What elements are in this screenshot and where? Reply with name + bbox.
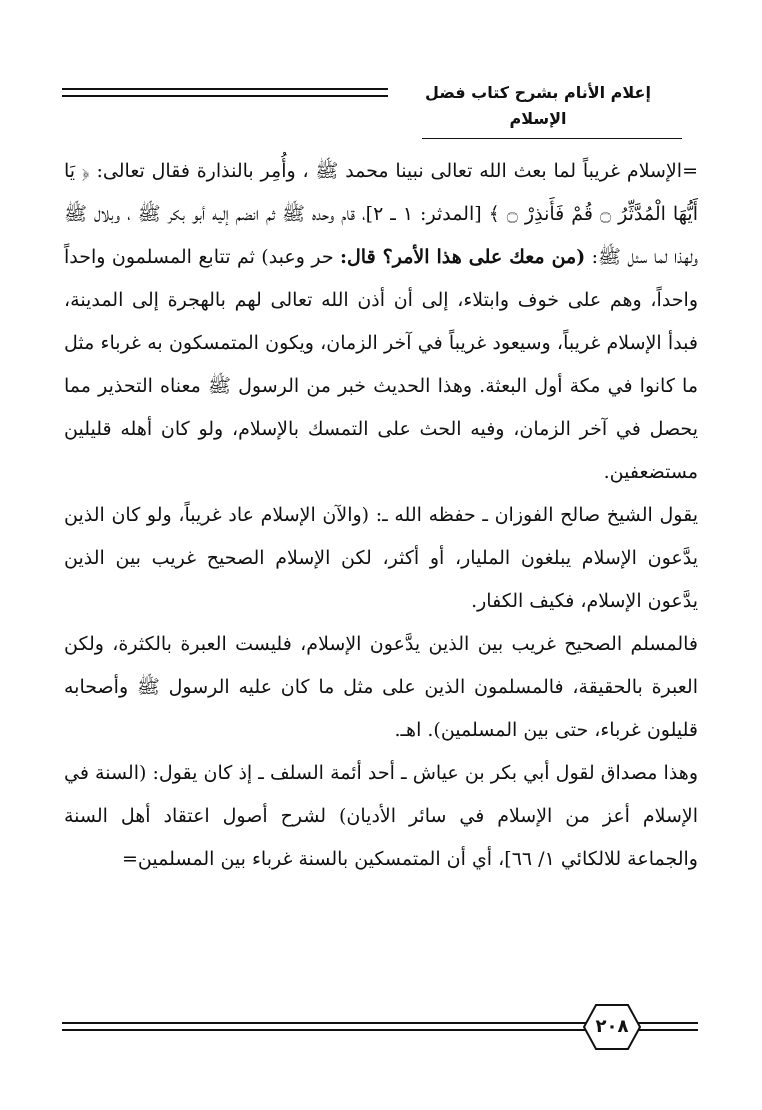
body-text bbox=[64, 150, 698, 881]
paragraph-3-text: فالمسلم الصحيح غريب بين الذين يدَّعون الإسلام، فليست العبرة بالكثرة، ولكن العبرة بالحقيقة، فالمسلمون الذين على مثل ما كان عليه الرسول ﷺ وأصحابه قليلون غرباء، حتى بين المسلمين). اهـ. bbox=[64, 633, 698, 741]
paragraph-1-rest: حر وعبد) ثم تتابع المسلمون واحداً واحداً، وهم على خوف وابتلاء، إلى أن أذن الله تعالى لهم بالهجرة إلى المدينة، فبدأ الإسلام غريباً، وسيعود غريباً في آخر الزمان، ويكون المتمسكون به غرباء مثل ما كانوا في مكة أول البعثة. وهذا الحديث خبر من الرسول ﷺ معناه التحذير مما يحصل في آخر الزمان، وفيه الحث على التمسك بالإسلام، ولو كان أهله قليلين مستضعفين. bbox=[64, 246, 698, 483]
page-number: ٢٠٨ bbox=[595, 1016, 629, 1037]
section-rule bbox=[422, 138, 682, 139]
paragraph-3 bbox=[64, 623, 698, 752]
paragraph-1-text: =الإسلام غريباً لما بعث الله تعالى نبينا محمد ﷺ ، وأُمِر بالنذارة فقال تعالى: ﴿ يَا أَيُّهَا الْمُدَّثِّرُ ۝ قُمْ فَأَنذِرْ ۝ ﴾ [المدثر: ١ ـ ٢]، قام وحده ﷺ ثم انضم إليه أبو بكر ﷺ ، وبلال ﷺ ولهذا لما سئل ﷺ: bbox=[64, 160, 698, 268]
paragraph-4-text: وهذا مصداق لقول أبي بكر بن عياش ـ أحد أئمة السلف ـ إذ كان يقول: (السنة في الإسلام أعز من الإسلام في سائر الأديان) لشرح أصول اعتقاد أهل السنة والجماعة للالكائي ١/ ٦٦]، أي أن المتمسكين بالسنة غرباء بين المسلمين= bbox=[64, 762, 698, 870]
paragraph-2 bbox=[64, 494, 698, 623]
paragraph-1 bbox=[64, 150, 698, 494]
paragraph-4 bbox=[64, 752, 698, 881]
page-number-badge bbox=[582, 1003, 642, 1051]
running-title: إعلام الأنام بشرح كتاب فضل الإسلام bbox=[388, 80, 688, 132]
paragraph-1-bold: (من معك على هذا الأمر؟ قال: bbox=[339, 246, 586, 268]
paragraph-2-text: يقول الشيخ صالح الفوزان ـ حفظه الله ـ: (والآن الإسلام عاد غريباً، ولو كان الذين يدَّعون الإسلام يبلغون المليار، أو أكثر، لكن الإسلام الصحيح غريب بين الذين يدَّعون الإسلام، فكيف الكفار. bbox=[64, 504, 698, 612]
